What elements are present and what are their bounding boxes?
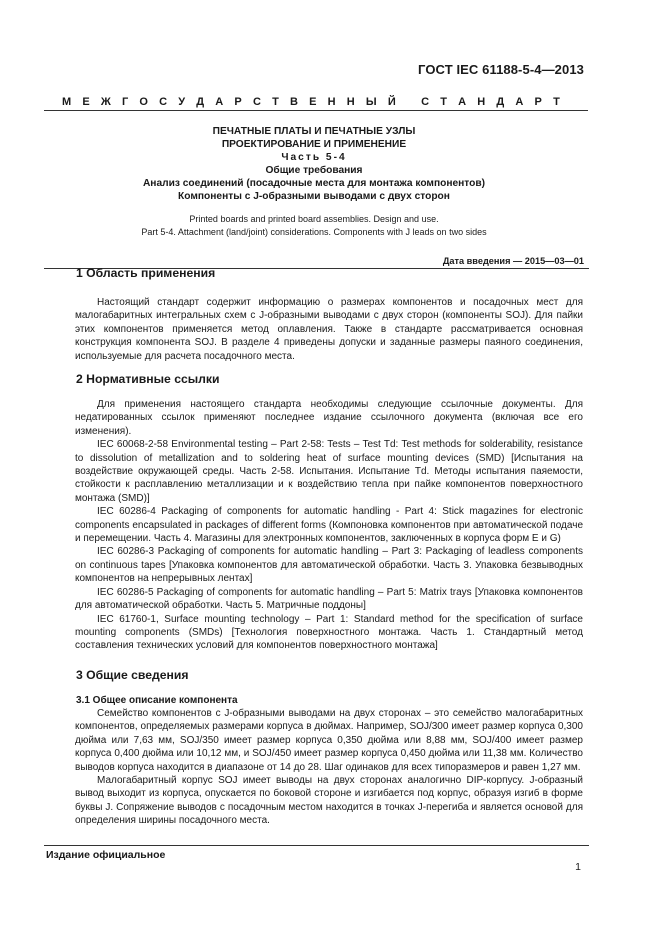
banner-letter: Н bbox=[327, 96, 336, 108]
banner-letter bbox=[407, 96, 410, 108]
banner-letter: Г bbox=[121, 96, 129, 108]
banner-letter: Е bbox=[82, 96, 90, 108]
page-number: 1 bbox=[575, 861, 581, 873]
title-line-4: Общие требования bbox=[265, 165, 363, 176]
reference-item: IEC 61760-1, Surface mounting technology – Part 1: Standard method for the specification of surface mounting components (SMDs) [Технология поверхностного монтажа. Часть 1. Стандартный метод составления технических условий для компонентов поверхностного монтажа] bbox=[75, 613, 583, 652]
title-block bbox=[64, 125, 564, 203]
standard-id: ГОСТ IEC 61188-5-4—2013 bbox=[418, 62, 584, 77]
section-2-body bbox=[75, 398, 583, 653]
section-3-body bbox=[75, 707, 583, 828]
subsection-3-1-heading: 3.1 Общее описание компонента bbox=[76, 695, 238, 706]
banner-letter: Д bbox=[496, 96, 505, 108]
section-3-heading: 3 Общие сведения bbox=[76, 668, 189, 682]
banner-letter: О bbox=[139, 96, 148, 108]
title-part: Часть 5-4 bbox=[281, 152, 347, 163]
banner-letter: Т bbox=[272, 96, 279, 108]
banner-letter: Е bbox=[309, 96, 317, 108]
banner-letter: Й bbox=[387, 96, 396, 108]
reference-item: IEC 60286-5 Packaging of components for automatic handling – Part 5: Matrix trays [Упаковка компонентов для автоматической обработки. Часть 5. Матричные поддоны] bbox=[75, 586, 583, 612]
banner-letter: Т bbox=[553, 96, 560, 108]
title-line-5: Анализ соединений (посадочные места для монтажа компонентов) bbox=[142, 178, 486, 189]
banner-letter: С bbox=[159, 96, 168, 108]
banner-letter: Н bbox=[346, 96, 355, 108]
banner-letter: Н bbox=[477, 96, 486, 108]
section-3-paragraph-1: Семейство компонентов с J-образными выводами на двух сторонах – это семейство малогабаритных компонентов, определяемых размерами корпуса в дюймах. Например, SOJ/300 имеет размер корпуса 0,300 дюйма или 7,63 мм, SOJ/350 имеет размер корпуса 0,350 дюйма или 8,88 мм, SOJ/400 имеет размер корпуса 0,400 дюйма или 10,12 мм, и SOJ/450 имеет размер корпуса 0,450 дюйма или 11,38 мм. Количество выводов корпуса находится в диапазоне от 14 до 28. Шаг одинаков для всех типоразмеров и равен 1,27 мм. bbox=[75, 708, 583, 773]
title-line-2: ПРОЕКТИРОВАНИЕ И ПРИМЕНЕНИЕ bbox=[221, 139, 407, 150]
official-edition-label: Издание официальное bbox=[46, 849, 166, 861]
banner-letter: А bbox=[458, 96, 467, 108]
title-line-1: ПЕЧАТНЫЕ ПЛАТЫ И ПЕЧАТНЫЕ УЗЛЫ bbox=[212, 126, 416, 137]
english-title-line-1: Printed boards and printed board assemblies. Design and use. bbox=[189, 214, 439, 224]
section-2-heading: 2 Нормативные ссылки bbox=[76, 372, 220, 386]
banner-letter: А bbox=[515, 96, 524, 108]
banner-letter: С bbox=[421, 96, 430, 108]
banner-letter: У bbox=[178, 96, 186, 108]
banner-letter: Т bbox=[440, 96, 447, 108]
banner-letter: Ы bbox=[365, 96, 377, 108]
section-1-heading: 1 Область применения bbox=[76, 266, 216, 280]
banner-letter: А bbox=[215, 96, 224, 108]
banner-letter: Д bbox=[196, 96, 205, 108]
banner-letter: Ж bbox=[100, 96, 111, 108]
bottom-divider bbox=[44, 845, 589, 846]
section-1-paragraph: Настоящий стандарт содержит информацию о размерах компонентов и посадочных мест для малогабаритных интегральных схем с J-образными выводами с двух сторон (компоненты SOJ). Для пайки этих компонентов применяется метод оплавления. Также в стандарте рассматривается основная конструкция компонента SOJ. В разделе 4 приведены допуски и заданные размеры паяного соединения, используемые для расчета посадочного места. bbox=[75, 297, 583, 362]
english-title-line-2: Part 5-4. Attachment (land/joint) considerations. Components with J leads on two sides bbox=[141, 227, 487, 237]
reference-item: IEC 60286-3 Packaging of components for automatic handling – Part 3: Packaging of leadless components on continuous tapes [Упаковка компонентов для автоматической обработки. Часть 3. Упаковка безвыводных компонентов на непрерывных лентах] bbox=[75, 546, 583, 585]
date-of-introduction: Дата введения — 2015—03—01 bbox=[442, 256, 584, 266]
banner-letter: В bbox=[289, 96, 298, 108]
banner-letter: Р bbox=[234, 96, 242, 108]
reference-item: IEC 60286-4 Packaging of components for automatic handling - Part 4: Stick magazines for electronic components encapsulated in packages of different forms (Компоновка компонентов при автоматической подаче и перемещении. Часть 4. Магазины для электронных компонентов, заключенных в корпуса форм E и G) bbox=[75, 506, 583, 545]
reference-item: IEC 60068-2-58 Environmental testing – Part 2-58: Tests – Test Td: Test methods for solderability, resistance to dissolution of metallization and to soldering heat of surface mounting devices (SMD) [Испытания на воздействие окружающей среды. Часть 2-58. Испытания. Испытание Td. Методы испытания паяемости, стойкости к расплавлению металлизации и к воздействию тепла при пайке компонентов поверхностного монтажа (SMD)] bbox=[75, 439, 583, 504]
banner-letter: Р bbox=[534, 96, 542, 108]
section-1-body bbox=[75, 296, 583, 363]
top-divider bbox=[44, 110, 588, 111]
section-2-intro: Для применения настоящего стандарта необходимы следующие ссылочные документы. Для недатированных ссылок применяют последнее издание ссылочного документа (включая все его изменения). bbox=[75, 399, 583, 437]
section-3-paragraph-2: Малогабаритный корпус SOJ имеет выводы на двух сторонах аналогично DIP-корпусу. J-образный вывод выходит из корпуса, опускается по боковой стороне и изгибается под корпус, образуя изгиб в форме буквы J. Сопряжение выводов с посадочным местом находится в точках J-перегиба и является основой для определения ширины посадочного места. bbox=[75, 775, 583, 827]
title-line-6: Компоненты с J-образными выводами с двух сторон bbox=[178, 191, 450, 202]
interstate-standard-banner bbox=[62, 96, 560, 108]
banner-letter: М bbox=[62, 96, 72, 108]
banner-letter: С bbox=[252, 96, 261, 108]
english-title bbox=[64, 213, 564, 239]
